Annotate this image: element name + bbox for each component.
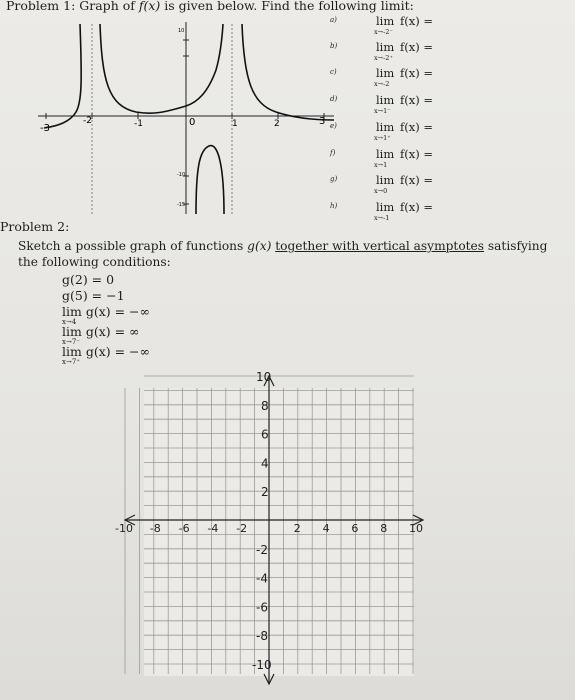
grid-x-label: 8	[380, 522, 388, 535]
grid-y-label: 10	[256, 370, 272, 384]
limit-letter: e)	[330, 122, 337, 130]
limit-item	[330, 173, 570, 199]
limit-expression: f(x) =	[400, 147, 434, 161]
limit-subscript: x→-2⁺	[374, 54, 393, 62]
graph1-xtick: 2	[274, 119, 280, 129]
graph1-ytick: -10	[177, 172, 186, 178]
graph1-xtick: -3	[40, 123, 50, 134]
limit-expression: f(x) =	[400, 120, 434, 134]
limit-word: lim	[376, 66, 395, 80]
grid-y-label: -4	[256, 571, 268, 586]
problem2-instructions	[18, 238, 558, 270]
limit-item	[330, 200, 570, 226]
limit-subscript: x→0	[374, 187, 388, 195]
grid-x-label: -4	[207, 522, 219, 535]
limit-expression: f(x) =	[400, 14, 434, 28]
graph1-curve-mid-left	[100, 24, 223, 113]
grid-y-label: 6	[261, 427, 269, 442]
limit-expression: f(x) =	[400, 173, 434, 187]
limit-expression: f(x) =	[400, 200, 434, 214]
limit-subscript: x→1	[374, 161, 388, 169]
graph1-xtick: 3	[319, 116, 326, 127]
problem2-text-gx: g(x)	[247, 239, 272, 253]
problem1-title-pre: Problem 1: Graph of	[6, 0, 139, 13]
graph1-curve-right	[242, 24, 334, 120]
limit-letter: d)	[330, 95, 338, 103]
limit-subscript: x→-2	[374, 80, 390, 88]
problem1-title	[6, 0, 414, 13]
grid-y-label: 2	[261, 485, 269, 500]
limit-letter: f)	[330, 149, 336, 157]
grid-y-label: 4	[261, 456, 269, 471]
condition-item: lim g(x) = −∞	[62, 344, 150, 359]
limit-word: lim	[376, 200, 395, 214]
grid-x-label: -8	[149, 522, 161, 535]
problem2-graph-grid	[115, 370, 425, 686]
grid-x-label: 2	[293, 522, 301, 535]
limit-letter: c)	[330, 68, 337, 76]
grid-y-label: -8	[256, 629, 268, 644]
problem1-title-post: is given below. Find the following limit:	[160, 0, 414, 13]
limit-letter: g)	[330, 175, 338, 183]
condition-item: lim g(x) = ∞	[62, 324, 140, 339]
grid-y-label: -6	[256, 600, 268, 615]
problem1-title-fx: f(x)	[138, 0, 161, 13]
limit-item	[330, 93, 570, 119]
problem2-text-pre: Sketch a possible graph of functions	[18, 239, 248, 253]
graph1-xtick: -1	[134, 119, 143, 129]
grid-y-label: -2	[256, 542, 268, 557]
condition-item: g(2) = 0	[62, 272, 115, 287]
limit-item	[330, 120, 570, 146]
limit-word: lim	[376, 173, 395, 187]
grid-x-label: -6	[178, 522, 190, 535]
grid-x-label: -10	[115, 522, 133, 535]
limit-subscript: x→-1	[374, 214, 390, 222]
limit-letter: b)	[330, 42, 338, 50]
limit-subscript: x→1⁺	[374, 134, 391, 142]
graph1-ytick: -15	[177, 202, 186, 208]
problem2-text-underlined: together with vertical asymptotes	[275, 239, 485, 253]
condition-item: lim g(x) = −∞	[62, 304, 150, 319]
limit-subscript: x→1⁻	[374, 107, 391, 115]
graph1-xtick: 0	[189, 117, 196, 128]
problem2-text-post: satisfying the following conditions:	[18, 239, 548, 269]
condition-subscript: x→4	[62, 318, 77, 326]
limit-expression: f(x) =	[400, 93, 434, 107]
limit-word: lim	[376, 147, 395, 161]
grid-y-label: 8	[261, 398, 269, 413]
graph1-curve-left	[44, 24, 81, 128]
graph1-xtick: -2	[83, 116, 92, 126]
condition-subscript: x→7⁺	[62, 358, 80, 366]
grid-x-label: 6	[351, 522, 359, 535]
limit-letter: h)	[330, 202, 338, 210]
limit-expression: f(x) =	[400, 66, 434, 80]
grid-x-label: -2	[236, 522, 248, 535]
graph1-xtick: 1	[232, 119, 238, 129]
limit-item	[330, 14, 570, 40]
condition-item: g(5) = −1	[62, 288, 125, 303]
limit-subscript: x→-2⁻	[374, 28, 393, 36]
graph1-ytick: 10	[178, 28, 185, 34]
limit-word: lim	[376, 120, 395, 134]
limit-expression: f(x) =	[400, 40, 434, 54]
problem1-graph	[36, 20, 336, 216]
grid-y-label: -10	[252, 658, 272, 672]
limit-item	[330, 40, 570, 66]
limit-letter: a)	[330, 16, 337, 24]
limit-word: lim	[376, 14, 395, 28]
limit-word: lim	[376, 40, 395, 54]
graph1-curve-lower-arch	[196, 146, 224, 214]
grid-x-label: 10	[409, 522, 423, 535]
problem2-heading: Problem 2:	[0, 219, 70, 234]
grid-x-label: 4	[322, 522, 330, 535]
limit-item	[330, 147, 570, 173]
condition-subscript: x→7⁻	[62, 338, 80, 346]
limit-word: lim	[376, 93, 395, 107]
limit-item	[330, 66, 570, 92]
